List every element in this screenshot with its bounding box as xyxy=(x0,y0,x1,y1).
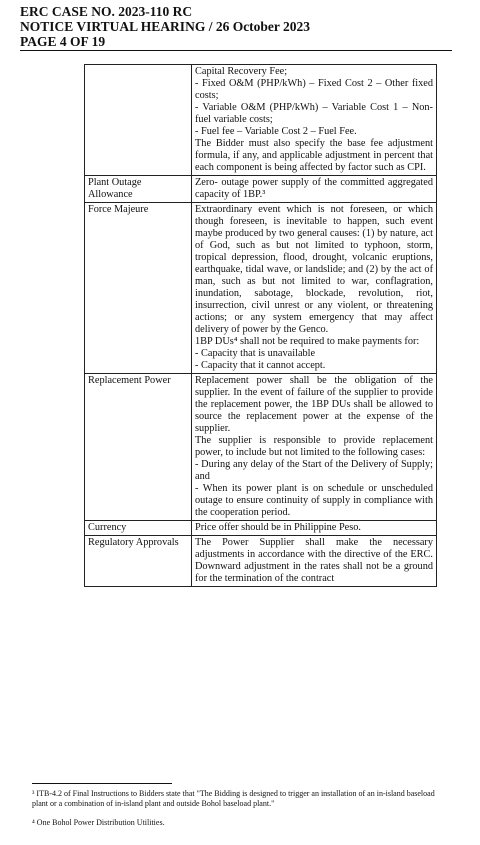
row-content xyxy=(192,521,437,536)
header-rule xyxy=(20,50,452,51)
table-row xyxy=(85,65,437,176)
paragraph: - Variable O&M (PHP/kWh) – Variable Cost 1 – Non-fuel variable costs; xyxy=(195,102,433,125)
table-row xyxy=(85,536,437,587)
table-row xyxy=(85,203,437,374)
notice-title: NOTICE VIRTUAL HEARING / 26 October 2023 xyxy=(20,19,311,34)
row-content xyxy=(192,374,437,521)
row-label xyxy=(85,65,192,176)
paragraph: Replacement power shall be the obligation of the supplier. In the event of failure of the supplier to provide the replacement power, the 1BP DUs shall be allowed to source the replacement power at the expense of the supplier. xyxy=(195,375,433,434)
footnote-rule xyxy=(32,783,172,784)
paragraph: The supplier is responsible to provide replacement power, to include but not limited to the following cases: xyxy=(195,435,433,458)
table-row xyxy=(85,374,437,521)
row-label: Currency xyxy=(85,521,192,536)
row-content xyxy=(192,176,437,203)
paragraph: - Capacity that it cannot accept. xyxy=(195,360,326,371)
paragraph: Capital Recovery Fee; xyxy=(195,66,288,77)
case-number: ERC CASE NO. 2023-110 RC xyxy=(20,4,193,19)
row-content xyxy=(192,65,437,176)
paragraph: 1BP DUs⁴ shall not be required to make payments for: xyxy=(195,336,420,347)
footnote-4: ⁴ One Bohol Power Distribution Utilities. xyxy=(32,818,165,827)
row-label: Replacement Power xyxy=(85,374,192,521)
row-content xyxy=(192,203,437,374)
page-number: PAGE 4 OF 19 xyxy=(20,34,106,49)
row-label: Regulatory Approvals xyxy=(85,536,192,587)
paragraph: The Power Supplier shall make the necessary adjustments in accordance with the directive of the ERC. Downward adjustment in the rates shall not be a ground for the termination of the contract xyxy=(195,537,433,584)
paragraph: - Fixed O&M (PHP/kWh) – Fixed Cost 2 – Other fixed costs; xyxy=(195,78,433,101)
paragraph: The Bidder must also specify the base fee adjustment formula, if any, and applicable adjustment in percent that each component is being affected by factor such as CPI. xyxy=(195,138,433,173)
paragraph: - Capacity that is unavailable xyxy=(195,348,316,359)
row-content xyxy=(192,536,437,587)
paragraph: - When its power plant is on schedule or unscheduled outage to ensure continuity of supply in compliance with the cooperation period. xyxy=(195,483,433,518)
paragraph: Zero- outage power supply of the committed aggregated capacity of 1BP.³ xyxy=(195,177,433,200)
row-label: Force Majeure xyxy=(85,203,192,374)
row-label: Plant Outage Allowance xyxy=(85,176,192,203)
document-header xyxy=(20,4,310,49)
table-row xyxy=(85,176,437,203)
table-row xyxy=(85,521,437,536)
footnote-3: ³ ITB-4.2 of Final Instructions to Bidders state that "The Bidding is designed to trigger an installation of an in-island baseload plant or a combination of in-island plant and outside Bohol baseload plant." xyxy=(32,789,435,808)
paragraph: Price offer should be in Philippine Peso. xyxy=(195,522,361,533)
paragraph: - During any delay of the Start of the Delivery of Supply; and xyxy=(195,459,433,482)
terms-table xyxy=(84,64,437,587)
paragraph: - Fuel fee – Variable Cost 2 – Fuel Fee. xyxy=(195,126,357,137)
paragraph: Extraordinary event which is not foreseen, or which though foreseen, is inevitable to happen, such event maybe produced by two general causes: (1) by nature, act of God, such as but not limited to typhoon, storm, tropical depression, flood, drought, volcanic eruptions, earthquake, tidal wave, or landslide; and (2) by the act of man, such as but not limited to war, conflagration, inundation, sabotage, blockade, revolution, riot, insurrection, civil unrest or any violent, or threatening actions; or any system emergency that may affect delivery of power by the Genco. xyxy=(195,204,433,335)
